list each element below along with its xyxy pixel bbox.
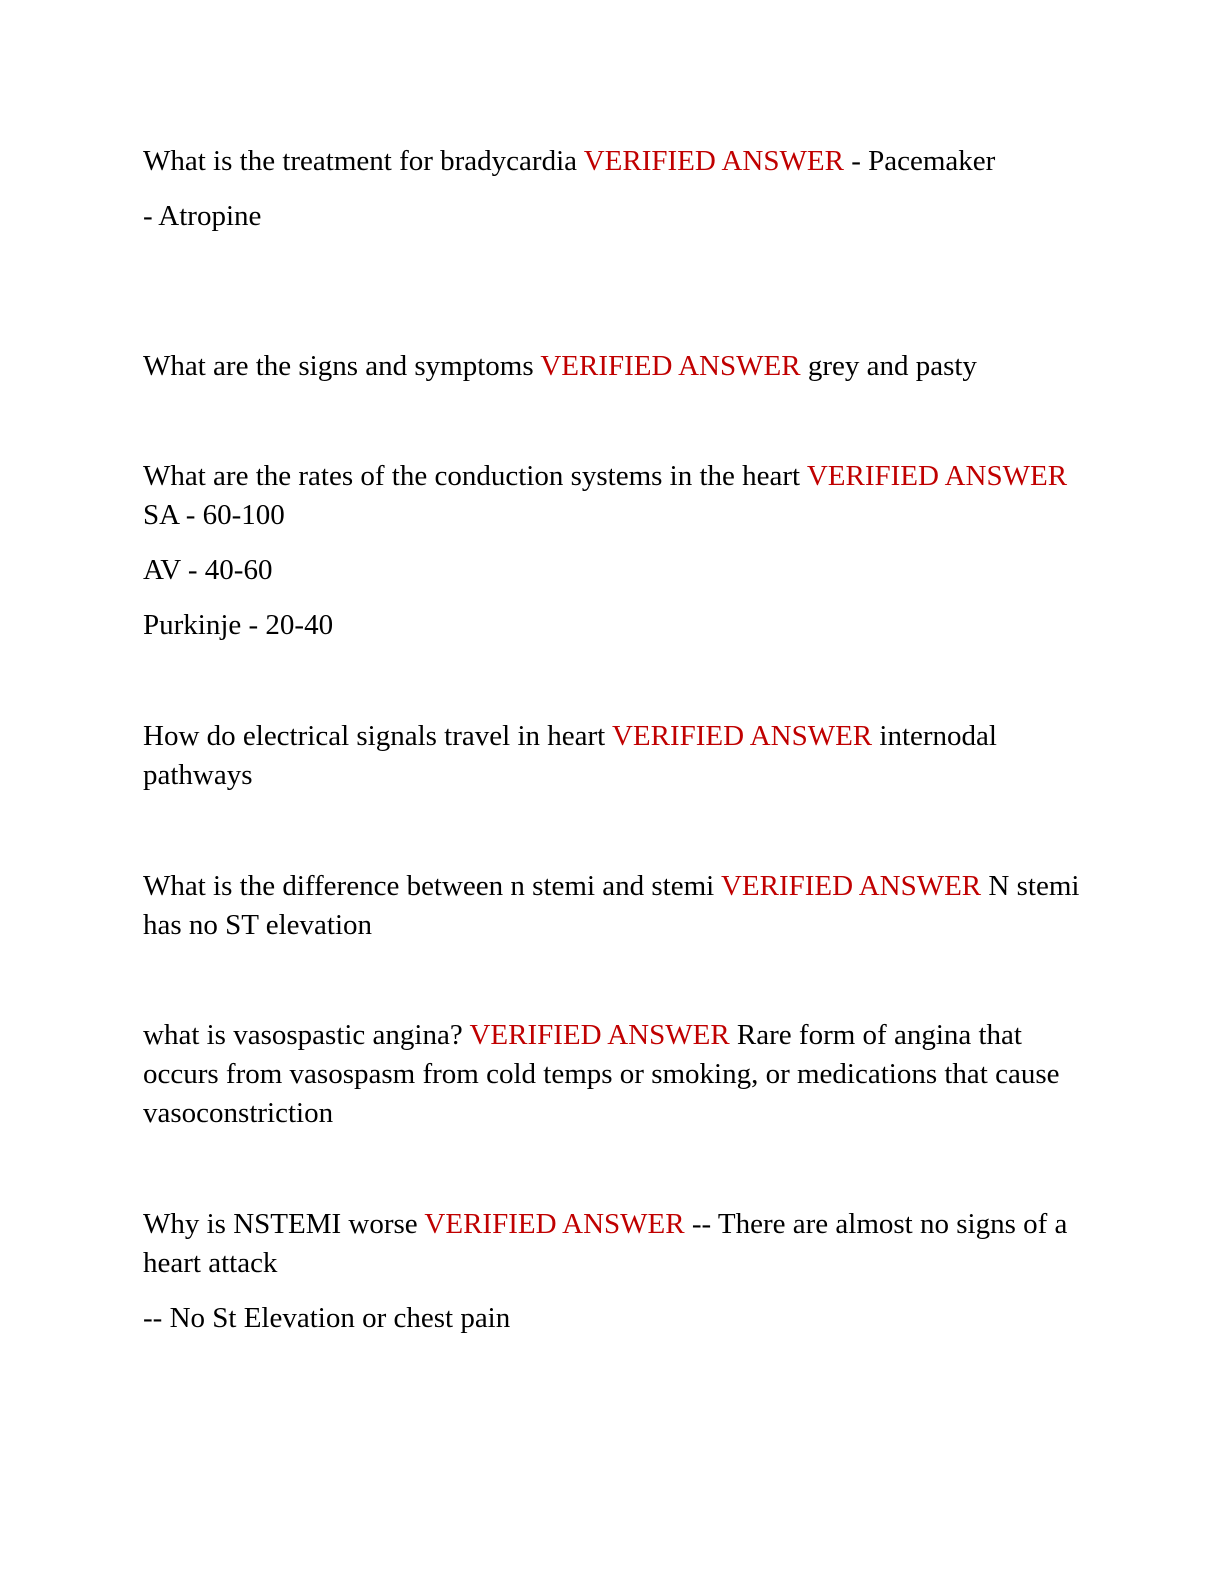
question-text: What is the difference between n stemi and stemi — [143, 870, 715, 902]
answer-line: - Atropine — [143, 200, 262, 232]
qa-first-line — [143, 717, 1083, 795]
question-text: What are the rates of the conduction systems in the heart — [143, 460, 801, 492]
answer-line: -- No St Elevation or chest pain — [143, 1302, 511, 1334]
question-text: what is vasospastic angina? — [143, 1019, 463, 1051]
verified-answer-label: VERIFIED ANSWER — [720, 870, 982, 902]
verified-answer-label: VERIFIED ANSWER — [611, 720, 873, 752]
answer-text: - Pacemaker — [851, 145, 996, 177]
verified-answer-label: VERIFIED ANSWER — [469, 1019, 730, 1051]
question-text: Why is NSTEMI worse — [143, 1208, 418, 1240]
qa-first-line — [143, 867, 1083, 945]
qa-entry-conduction-rates — [143, 457, 1083, 645]
verified-answer-label: VERIFIED ANSWER — [540, 350, 801, 382]
qa-entry-nstemi-worse — [143, 1205, 1083, 1338]
answer-text: internodal pathways — [143, 720, 997, 791]
answer-line: AV - 40-60 — [143, 554, 273, 586]
qa-entry-vasospastic-angina — [143, 1016, 1083, 1133]
verified-answer-label: VERIFIED ANSWER — [583, 145, 844, 177]
qa-entry-bradycardia — [143, 142, 1083, 236]
qa-entry-signs-symptoms — [143, 347, 1083, 386]
qa-entry-electrical-signals — [143, 717, 1083, 795]
qa-first-line — [143, 1205, 1083, 1283]
answer-text: N stemi has no ST elevation — [143, 870, 1080, 941]
answer-text: grey and pasty — [807, 350, 977, 382]
question-text: What is the treatment for bradycardia — [143, 145, 577, 177]
qa-first-line — [143, 142, 1083, 181]
answer-text: -- There are almost no signs of a heart attack — [143, 1208, 1068, 1279]
qa-first-line — [143, 457, 1083, 535]
qa-first-line — [143, 1016, 1083, 1133]
answer-text: Rare form of angina that occurs from vasospasm from cold temps or smoking, or medications that cause vasoconstriction — [143, 1019, 1060, 1129]
qa-first-line — [143, 347, 1083, 386]
qa-entry-stemi-difference — [143, 867, 1083, 945]
verified-answer-label: VERIFIED ANSWER — [806, 460, 1068, 492]
verified-answer-label: VERIFIED ANSWER — [424, 1208, 685, 1240]
answer-text: SA - 60-100 — [143, 499, 285, 531]
question-text: How do electrical signals travel in heart — [143, 720, 606, 752]
question-text: What are the signs and symptoms — [143, 350, 534, 382]
answer-line: Purkinje - 20-40 — [143, 609, 334, 641]
